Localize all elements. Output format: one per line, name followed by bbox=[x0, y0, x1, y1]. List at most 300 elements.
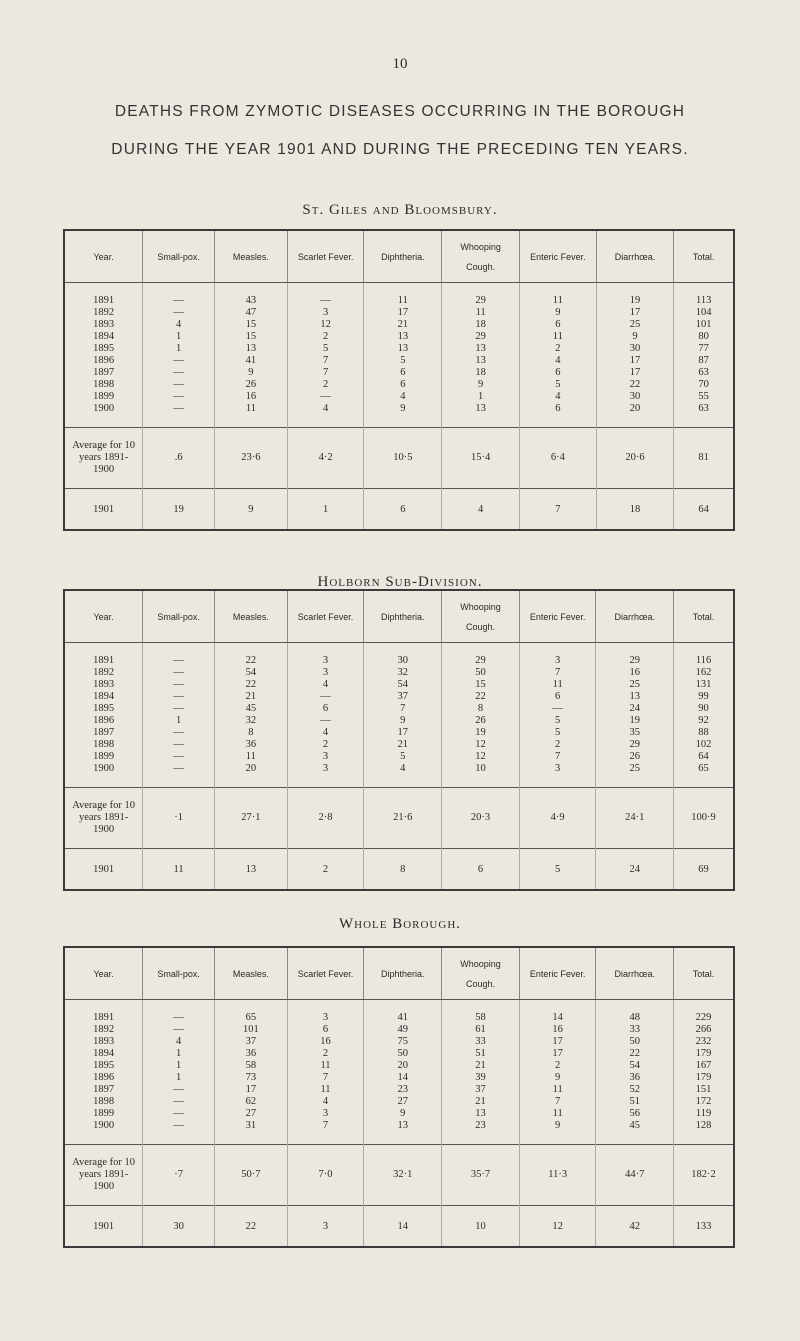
value-cell: 63 bbox=[698, 367, 709, 378]
value-cell: 2 bbox=[520, 343, 597, 355]
table-row bbox=[64, 1000, 734, 1025]
table-row bbox=[64, 343, 734, 355]
value-cell: 11 bbox=[519, 1084, 596, 1096]
value-cell: 11 bbox=[215, 403, 288, 428]
column-header: Year. bbox=[64, 590, 143, 643]
value-cell: — bbox=[143, 1120, 215, 1145]
average-label: Average for 10 years 1891-1900 bbox=[64, 428, 143, 489]
year-cell: 1891 bbox=[64, 283, 143, 308]
value-cell: 1 bbox=[442, 391, 520, 403]
value-cell: 6 bbox=[442, 849, 520, 891]
value-cell: 13 bbox=[364, 343, 442, 355]
value-cell: 30 bbox=[596, 343, 674, 355]
value-cell: 31 bbox=[215, 1120, 288, 1145]
value-cell: 179 bbox=[695, 1072, 712, 1083]
page-heading-line-1: DEATHS FROM ZYMOTIC DISEASES OCCURRING IN THE BOROUGH bbox=[114, 103, 686, 120]
table-row bbox=[64, 703, 734, 715]
value-cell: 2 bbox=[519, 1060, 596, 1072]
year-cell: 1899 bbox=[64, 1108, 143, 1120]
value-cell: 25 bbox=[596, 763, 674, 788]
value-cell: — bbox=[143, 727, 215, 739]
value-cell: 9 bbox=[364, 1108, 442, 1120]
value-cell: 10 bbox=[442, 1206, 520, 1248]
value-cell: 9 bbox=[364, 403, 442, 428]
value-cell: — bbox=[143, 739, 215, 751]
value-cell: 87 bbox=[698, 355, 709, 366]
value-cell: 36 bbox=[596, 1072, 674, 1084]
value-cell: 4 bbox=[287, 727, 364, 739]
year-cell: 1897 bbox=[64, 1084, 143, 1096]
value-cell: 45 bbox=[596, 1120, 674, 1145]
section-title-whole-borough: Whole Borough. bbox=[338, 916, 462, 932]
value-cell: — bbox=[143, 403, 215, 428]
value-cell: 17 bbox=[596, 355, 674, 367]
value-cell: 65 bbox=[215, 1000, 288, 1025]
table-row bbox=[64, 691, 734, 703]
value-cell: 12 bbox=[442, 739, 520, 751]
value-cell: — bbox=[143, 1084, 215, 1096]
value-cell: 17 bbox=[596, 307, 674, 319]
section-title-st-giles-bloomsbury: St. Giles and Bloomsbury. bbox=[302, 202, 498, 218]
value-cell: 25 bbox=[596, 319, 674, 331]
average-value-cell: 7·0 bbox=[287, 1145, 364, 1206]
year-cell: 1898 bbox=[64, 379, 143, 391]
value-cell: 9 bbox=[215, 367, 288, 379]
value-cell: 18 bbox=[596, 489, 674, 531]
average-label: Average for 10 years 1891-1900 bbox=[64, 788, 143, 849]
value-cell: 21 bbox=[364, 319, 442, 331]
value-cell: 56 bbox=[596, 1108, 674, 1120]
value-cell: 9 bbox=[596, 331, 674, 343]
value-cell: — bbox=[143, 307, 215, 319]
value-cell: 11 bbox=[287, 1060, 364, 1072]
value-cell: 21 bbox=[442, 1096, 520, 1108]
value-cell: 101 bbox=[215, 1024, 288, 1036]
value-cell: 6 bbox=[520, 367, 597, 379]
average-value-cell: 4·9 bbox=[519, 788, 596, 849]
table-row bbox=[64, 1036, 734, 1048]
column-header: Total. bbox=[674, 947, 734, 1000]
value-cell: 63 bbox=[698, 403, 709, 414]
table-row bbox=[64, 1096, 734, 1108]
value-cell: 42 bbox=[596, 1206, 674, 1248]
value-cell: 4 bbox=[442, 489, 520, 531]
table-row bbox=[64, 727, 734, 739]
value-cell: 26 bbox=[596, 751, 674, 763]
value-cell: 119 bbox=[695, 1108, 712, 1119]
average-row bbox=[64, 788, 734, 849]
value-cell: — bbox=[519, 703, 596, 715]
year-cell: 1895 bbox=[64, 343, 143, 355]
value-cell: 151 bbox=[695, 1084, 712, 1095]
value-cell: 4 bbox=[287, 679, 364, 691]
year-cell: 1892 bbox=[64, 307, 143, 319]
average-label: Average for 10 years 1891-1900 bbox=[64, 1145, 143, 1206]
table-row bbox=[64, 1120, 734, 1145]
value-cell: 12 bbox=[287, 319, 364, 331]
value-cell: 32 bbox=[215, 715, 288, 727]
average-value-cell: 6·4 bbox=[520, 428, 597, 489]
value-cell: 172 bbox=[695, 1096, 712, 1107]
value-cell: 4 bbox=[287, 403, 364, 428]
value-cell: 11 bbox=[519, 1108, 596, 1120]
value-cell: 27 bbox=[215, 1108, 288, 1120]
value-cell: 92 bbox=[698, 715, 709, 726]
table-row bbox=[64, 1108, 734, 1120]
year-cell: 1901 bbox=[64, 489, 143, 531]
value-cell: — bbox=[143, 703, 215, 715]
value-cell: 62 bbox=[215, 1096, 288, 1108]
year-1901-row bbox=[64, 489, 734, 531]
year-cell: 1896 bbox=[64, 355, 143, 367]
table-row bbox=[64, 751, 734, 763]
value-cell: 37 bbox=[442, 1084, 520, 1096]
value-cell: 29 bbox=[596, 739, 674, 751]
value-cell: 13 bbox=[215, 849, 288, 891]
column-header: Small-pox. bbox=[143, 590, 215, 643]
value-cell: 18 bbox=[442, 367, 520, 379]
year-cell: 1892 bbox=[64, 667, 143, 679]
value-cell: 9 bbox=[520, 307, 597, 319]
deaths-table-holborn-sub-division bbox=[63, 589, 735, 891]
value-cell: 50 bbox=[364, 1048, 442, 1060]
value-cell: 61 bbox=[442, 1024, 520, 1036]
year-cell: 1891 bbox=[64, 1000, 143, 1025]
value-cell: — bbox=[143, 667, 215, 679]
year-cell: 1892 bbox=[64, 1024, 143, 1036]
value-cell: 50 bbox=[442, 667, 520, 679]
average-value-cell: 20·3 bbox=[442, 788, 520, 849]
value-cell: — bbox=[143, 691, 215, 703]
column-header: Measles. bbox=[215, 230, 288, 283]
value-cell: 23 bbox=[364, 1084, 442, 1096]
year-cell: 1894 bbox=[64, 331, 143, 343]
year-cell: 1896 bbox=[64, 715, 143, 727]
value-cell: 6 bbox=[520, 319, 597, 331]
value-cell: 13 bbox=[442, 355, 520, 367]
value-cell: 12 bbox=[519, 1206, 596, 1248]
value-cell: 22 bbox=[215, 679, 288, 691]
value-cell: 15 bbox=[215, 319, 288, 331]
value-cell: 30 bbox=[364, 643, 442, 668]
value-cell: 9 bbox=[519, 1072, 596, 1084]
value-cell: — bbox=[143, 283, 215, 308]
value-cell: 2 bbox=[519, 739, 596, 751]
value-cell: 43 bbox=[215, 283, 288, 308]
value-cell: 3 bbox=[287, 643, 364, 668]
value-cell: 16 bbox=[287, 1036, 364, 1048]
value-cell: 22 bbox=[215, 1206, 288, 1248]
value-cell: 11 bbox=[143, 849, 215, 891]
value-cell: 33 bbox=[442, 1036, 520, 1048]
average-row bbox=[64, 1145, 734, 1206]
value-cell: 36 bbox=[215, 739, 288, 751]
column-header: Measles. bbox=[215, 947, 288, 1000]
value-cell: 2 bbox=[287, 331, 364, 343]
value-cell: 3 bbox=[287, 1108, 364, 1120]
value-cell: 9 bbox=[442, 379, 520, 391]
value-cell: 1 bbox=[143, 343, 215, 355]
column-header: Small-pox. bbox=[143, 947, 215, 1000]
value-cell: — bbox=[143, 379, 215, 391]
value-cell: 23 bbox=[442, 1120, 520, 1145]
value-cell: 77 bbox=[698, 343, 709, 354]
year-cell: 1893 bbox=[64, 679, 143, 691]
value-cell: 101 bbox=[695, 319, 712, 330]
year-cell: 1899 bbox=[64, 751, 143, 763]
value-cell: 30 bbox=[143, 1206, 215, 1248]
value-cell: 4 bbox=[364, 391, 442, 403]
value-cell: 13 bbox=[215, 343, 288, 355]
table-row bbox=[64, 379, 734, 391]
table-row bbox=[64, 1024, 734, 1036]
value-cell: 24 bbox=[596, 849, 674, 891]
value-cell: 69 bbox=[674, 849, 734, 891]
value-cell: 19 bbox=[143, 489, 215, 531]
value-cell: 7 bbox=[287, 1120, 364, 1145]
value-cell: 7 bbox=[287, 355, 364, 367]
average-value-cell: 11·3 bbox=[519, 1145, 596, 1206]
value-cell: 5 bbox=[364, 751, 442, 763]
value-cell: 70 bbox=[698, 379, 709, 390]
column-header: Diphtheria. bbox=[364, 947, 442, 1000]
table-row bbox=[64, 355, 734, 367]
value-cell: 54 bbox=[364, 679, 442, 691]
column-header: Year. bbox=[64, 947, 143, 1000]
value-cell: 14 bbox=[364, 1206, 442, 1248]
column-header: Small-pox. bbox=[143, 230, 215, 283]
value-cell: 8 bbox=[215, 727, 288, 739]
column-header: Enteric Fever. bbox=[519, 947, 596, 1000]
value-cell: — bbox=[143, 367, 215, 379]
value-cell: 1 bbox=[143, 331, 215, 343]
value-cell: 24 bbox=[596, 703, 674, 715]
table-row bbox=[64, 667, 734, 679]
value-cell: 167 bbox=[695, 1060, 712, 1071]
value-cell: 47 bbox=[215, 307, 288, 319]
value-cell: 55 bbox=[698, 391, 709, 402]
value-cell: 10 bbox=[442, 763, 520, 788]
year-1901-row bbox=[64, 1206, 734, 1248]
value-cell: 54 bbox=[596, 1060, 674, 1072]
table-row bbox=[64, 1048, 734, 1060]
value-cell: — bbox=[143, 643, 215, 668]
value-cell: 16 bbox=[596, 667, 674, 679]
value-cell: — bbox=[287, 391, 364, 403]
value-cell: 5 bbox=[520, 379, 597, 391]
value-cell: 48 bbox=[596, 1000, 674, 1025]
table-row bbox=[64, 1060, 734, 1072]
header-row bbox=[64, 230, 734, 283]
header-row bbox=[64, 590, 734, 643]
value-cell: 39 bbox=[442, 1072, 520, 1084]
value-cell: 11 bbox=[442, 307, 520, 319]
value-cell: 17 bbox=[519, 1036, 596, 1048]
column-header: Diarrhœa. bbox=[596, 590, 674, 643]
value-cell: 8 bbox=[442, 703, 520, 715]
year-cell: 1897 bbox=[64, 727, 143, 739]
value-cell: 80 bbox=[698, 331, 709, 342]
value-cell: 2 bbox=[287, 379, 364, 391]
value-cell: 16 bbox=[215, 391, 288, 403]
value-cell: 99 bbox=[698, 691, 709, 702]
value-cell: 21 bbox=[442, 1060, 520, 1072]
value-cell: 90 bbox=[698, 703, 709, 714]
value-cell: 58 bbox=[215, 1060, 288, 1072]
value-cell: 4 bbox=[143, 319, 215, 331]
value-cell: 5 bbox=[519, 849, 596, 891]
value-cell: — bbox=[143, 1096, 215, 1108]
value-cell: — bbox=[143, 751, 215, 763]
column-header: Total. bbox=[674, 590, 734, 643]
value-cell: 64 bbox=[698, 751, 709, 762]
value-cell: 3 bbox=[519, 643, 596, 668]
value-cell: 4 bbox=[143, 1036, 215, 1048]
column-header: Scarlet Fever. bbox=[287, 230, 364, 283]
average-value-cell: 21·6 bbox=[364, 788, 442, 849]
year-cell: 1895 bbox=[64, 1060, 143, 1072]
average-value-cell: 23·6 bbox=[215, 428, 288, 489]
value-cell: 27 bbox=[364, 1096, 442, 1108]
value-cell: 11 bbox=[519, 679, 596, 691]
value-cell: 131 bbox=[695, 679, 712, 690]
value-cell: 58 bbox=[442, 1000, 520, 1025]
year-cell: 1897 bbox=[64, 367, 143, 379]
year-cell: 1891 bbox=[64, 643, 143, 668]
value-cell: 36 bbox=[215, 1048, 288, 1060]
value-cell: 12 bbox=[442, 751, 520, 763]
value-cell: 3 bbox=[287, 1206, 364, 1248]
value-cell: 179 bbox=[695, 1048, 712, 1059]
value-cell: 22 bbox=[442, 691, 520, 703]
value-cell: 75 bbox=[364, 1036, 442, 1048]
value-cell: 7 bbox=[519, 667, 596, 679]
value-cell: 232 bbox=[695, 1036, 712, 1047]
value-cell: 15 bbox=[442, 679, 520, 691]
year-cell: 1901 bbox=[64, 849, 143, 891]
value-cell: — bbox=[143, 1108, 215, 1120]
year-cell: 1895 bbox=[64, 703, 143, 715]
value-cell: 13 bbox=[364, 1120, 442, 1145]
table-row bbox=[64, 1084, 734, 1096]
value-cell: 17 bbox=[596, 367, 674, 379]
column-header: Diphtheria. bbox=[364, 590, 442, 643]
table-row bbox=[64, 307, 734, 319]
value-cell: 33 bbox=[596, 1024, 674, 1036]
value-cell: 266 bbox=[695, 1024, 712, 1035]
average-value-cell: 2·8 bbox=[287, 788, 364, 849]
deaths-table-whole-borough bbox=[63, 946, 735, 1248]
value-cell: 32 bbox=[364, 667, 442, 679]
value-cell: — bbox=[287, 283, 364, 308]
table-row bbox=[64, 319, 734, 331]
year-cell: 1899 bbox=[64, 391, 143, 403]
value-cell: 13 bbox=[442, 1108, 520, 1120]
value-cell: 6 bbox=[364, 379, 442, 391]
value-cell: 1 bbox=[143, 1072, 215, 1084]
average-value-cell: 15·4 bbox=[442, 428, 520, 489]
value-cell: 65 bbox=[698, 763, 709, 774]
column-header: Scarlet Fever. bbox=[287, 590, 364, 643]
value-cell: 11 bbox=[287, 1084, 364, 1096]
value-cell: 45 bbox=[215, 703, 288, 715]
value-cell: 3 bbox=[519, 763, 596, 788]
table-row bbox=[64, 331, 734, 343]
value-cell: 7 bbox=[520, 489, 597, 531]
section-title-holborn-sub-division: Holborn Sub-Division. bbox=[317, 574, 483, 590]
value-cell: 41 bbox=[364, 1000, 442, 1025]
value-cell: 4 bbox=[520, 391, 597, 403]
table-row bbox=[64, 391, 734, 403]
value-cell: 25 bbox=[596, 679, 674, 691]
value-cell: 9 bbox=[364, 715, 442, 727]
value-cell: 50 bbox=[596, 1036, 674, 1048]
column-header: Whooping Cough. bbox=[442, 947, 520, 1000]
value-cell: 17 bbox=[364, 727, 442, 739]
value-cell: — bbox=[143, 1000, 215, 1025]
table-row bbox=[64, 367, 734, 379]
value-cell: 16 bbox=[519, 1024, 596, 1036]
table-row bbox=[64, 403, 734, 428]
value-cell: 102 bbox=[695, 739, 712, 750]
year-cell: 1894 bbox=[64, 691, 143, 703]
average-row bbox=[64, 428, 734, 489]
value-cell: 21 bbox=[364, 739, 442, 751]
column-header: Enteric Fever. bbox=[520, 230, 597, 283]
value-cell: — bbox=[143, 355, 215, 367]
value-cell: 7 bbox=[364, 703, 442, 715]
value-cell: — bbox=[287, 715, 364, 727]
average-value-cell: 10·5 bbox=[364, 428, 442, 489]
average-value-cell: 50·7 bbox=[215, 1145, 288, 1206]
value-cell: 229 bbox=[695, 1012, 712, 1023]
value-cell: 1 bbox=[143, 715, 215, 727]
average-value-cell: 32·1 bbox=[364, 1145, 442, 1206]
value-cell: 7 bbox=[519, 751, 596, 763]
value-cell: 6 bbox=[520, 403, 597, 428]
year-cell: 1894 bbox=[64, 1048, 143, 1060]
column-header: Total. bbox=[674, 230, 734, 283]
value-cell: — bbox=[287, 691, 364, 703]
year-cell: 1896 bbox=[64, 1072, 143, 1084]
value-cell: 7 bbox=[519, 1096, 596, 1108]
value-cell: — bbox=[143, 679, 215, 691]
value-cell: 6 bbox=[519, 691, 596, 703]
value-cell: 88 bbox=[698, 727, 709, 738]
value-cell: 5 bbox=[287, 343, 364, 355]
value-cell: 2 bbox=[287, 1048, 364, 1060]
value-cell: 9 bbox=[215, 489, 288, 531]
value-cell: 3 bbox=[287, 667, 364, 679]
value-cell: 11 bbox=[215, 751, 288, 763]
column-header: Scarlet Fever. bbox=[287, 947, 364, 1000]
value-cell: 104 bbox=[695, 307, 712, 318]
value-cell: 7 bbox=[287, 367, 364, 379]
year-cell: 1898 bbox=[64, 1096, 143, 1108]
value-cell: 14 bbox=[364, 1072, 442, 1084]
column-header: Year. bbox=[64, 230, 143, 283]
value-cell: 113 bbox=[695, 295, 712, 306]
average-value-cell: 100·9 bbox=[674, 788, 734, 849]
value-cell: 4 bbox=[520, 355, 597, 367]
value-cell: 20 bbox=[364, 1060, 442, 1072]
value-cell: 2 bbox=[287, 739, 364, 751]
value-cell: 9 bbox=[519, 1120, 596, 1145]
table-row bbox=[64, 679, 734, 691]
value-cell: 1 bbox=[143, 1060, 215, 1072]
year-cell: 1893 bbox=[64, 1036, 143, 1048]
value-cell: 29 bbox=[442, 283, 520, 308]
